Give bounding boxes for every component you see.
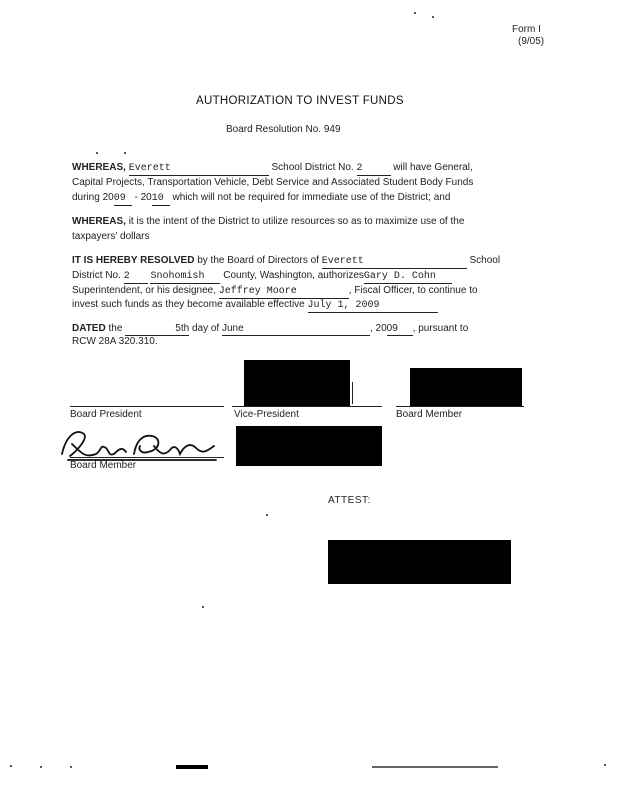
dated-day: 5th — [125, 323, 189, 336]
scan-speck — [266, 514, 268, 516]
resolved-district-no: 2 — [124, 271, 148, 284]
signature-line-board-member-a — [396, 406, 524, 407]
dated-year: 09 — [387, 323, 413, 336]
whereas1-t4: - 20 — [134, 192, 152, 203]
scan-speck — [40, 766, 42, 768]
scan-speck — [10, 765, 12, 767]
scan-speck — [202, 606, 204, 608]
resolved-line1 — [72, 255, 500, 269]
whereas2-lead: WHEREAS, — [72, 216, 126, 227]
whereas1-t5: which will not be required for immediate use of the District; and — [172, 192, 451, 203]
whereas1-t3: during 20 — [72, 192, 114, 203]
dated-line1 — [72, 323, 468, 336]
label-board-member-1: Board Member — [396, 409, 463, 420]
whereas2-line2: taxpayers' dollars — [72, 231, 150, 242]
signature-line-board-member-2 — [70, 457, 224, 458]
whereas1-line2: Capital Projects, Transportation Vehicle, Debt Service and Associated Student Body Funds — [72, 177, 474, 188]
resolved-t2: School — [469, 255, 501, 266]
scan-mark-bar — [176, 765, 208, 769]
signature-stroke — [352, 382, 353, 404]
label-board-member-2: Board Member — [70, 460, 137, 471]
resolved-t7: invest such funds as they become available effective — [72, 299, 305, 310]
whereas1-lead: WHEREAS, — [72, 162, 126, 173]
redacted-signature-board-member-b — [236, 426, 382, 466]
dated-t1: the — [108, 323, 123, 334]
whereas1-year1: 09 — [114, 193, 132, 206]
redacted-signature-board-member-a — [410, 368, 522, 406]
whereas1-district-no: 2 — [357, 163, 391, 176]
resolved-district: Everett — [322, 256, 467, 269]
scan-speck — [604, 764, 606, 766]
resolved-t3: District No. — [72, 270, 121, 281]
scan-speck — [414, 12, 416, 14]
whereas2-text: it is the intent of the District to utilize resources so as to maximize use of the — [128, 216, 465, 227]
scan-speck — [432, 16, 434, 18]
resolved-t6: , Fiscal Officer, to continue to — [348, 285, 478, 296]
resolved-t5: Superintendent, or his designee, — [72, 285, 216, 296]
signature-line-vice-president — [232, 406, 382, 407]
resolved-line2 — [72, 270, 452, 284]
dated-month: June — [222, 323, 370, 336]
resolution-line — [226, 124, 341, 136]
resolution-number: 949 — [323, 124, 341, 135]
whereas1-line1 — [72, 162, 473, 176]
scan-speck — [124, 152, 126, 154]
scan-speck — [70, 766, 72, 768]
dated-rcw: RCW 28A 320.310. — [72, 336, 158, 347]
form-revision: (9/05) — [518, 36, 545, 47]
handwritten-signature — [56, 424, 228, 464]
scan-speck — [96, 152, 98, 154]
document-title: AUTHORIZATION TO INVEST FUNDS — [196, 95, 404, 107]
whereas1-district: Everett — [129, 163, 269, 176]
resolved-line3 — [72, 285, 478, 299]
resolved-superintendent: Gary D. Cohn — [364, 271, 452, 284]
resolved-t1: by the Board of Directors of — [197, 255, 319, 266]
whereas1-line3 — [72, 192, 450, 206]
redacted-signature-vice-president — [244, 360, 350, 406]
form-number: Form I — [512, 24, 541, 35]
scan-mark-dashes — [372, 766, 498, 768]
resolved-t4: County, Washington, authorizes — [223, 270, 364, 281]
resolved-line4 — [72, 299, 438, 313]
whereas1-t2: will have General, — [393, 162, 473, 173]
dated-lead: DATED — [72, 323, 106, 334]
dated-t4: , pursuant to — [412, 323, 469, 334]
whereas1-t1: School District No. — [271, 162, 354, 173]
resolution-label: Board Resolution No. — [226, 124, 322, 135]
resolved-effective-date: July 1, 2009 — [308, 300, 438, 313]
redacted-signature-attest — [328, 540, 511, 584]
dated-t2: day of — [191, 323, 220, 334]
resolved-county: Snohomish — [150, 271, 220, 284]
signature-line-board-president — [70, 406, 224, 407]
resolved-fiscal-officer: Jeffrey Moore — [219, 286, 349, 299]
label-board-president: Board President — [70, 409, 142, 420]
dated-t3: , 20 — [369, 323, 387, 334]
label-attest: ATTEST: — [328, 495, 371, 506]
resolved-lead: IT IS HEREBY RESOLVED — [72, 255, 195, 266]
whereas1-year2: 10 — [152, 193, 170, 206]
label-vice-president: Vice-President — [234, 409, 299, 420]
whereas2-line1 — [72, 216, 464, 228]
